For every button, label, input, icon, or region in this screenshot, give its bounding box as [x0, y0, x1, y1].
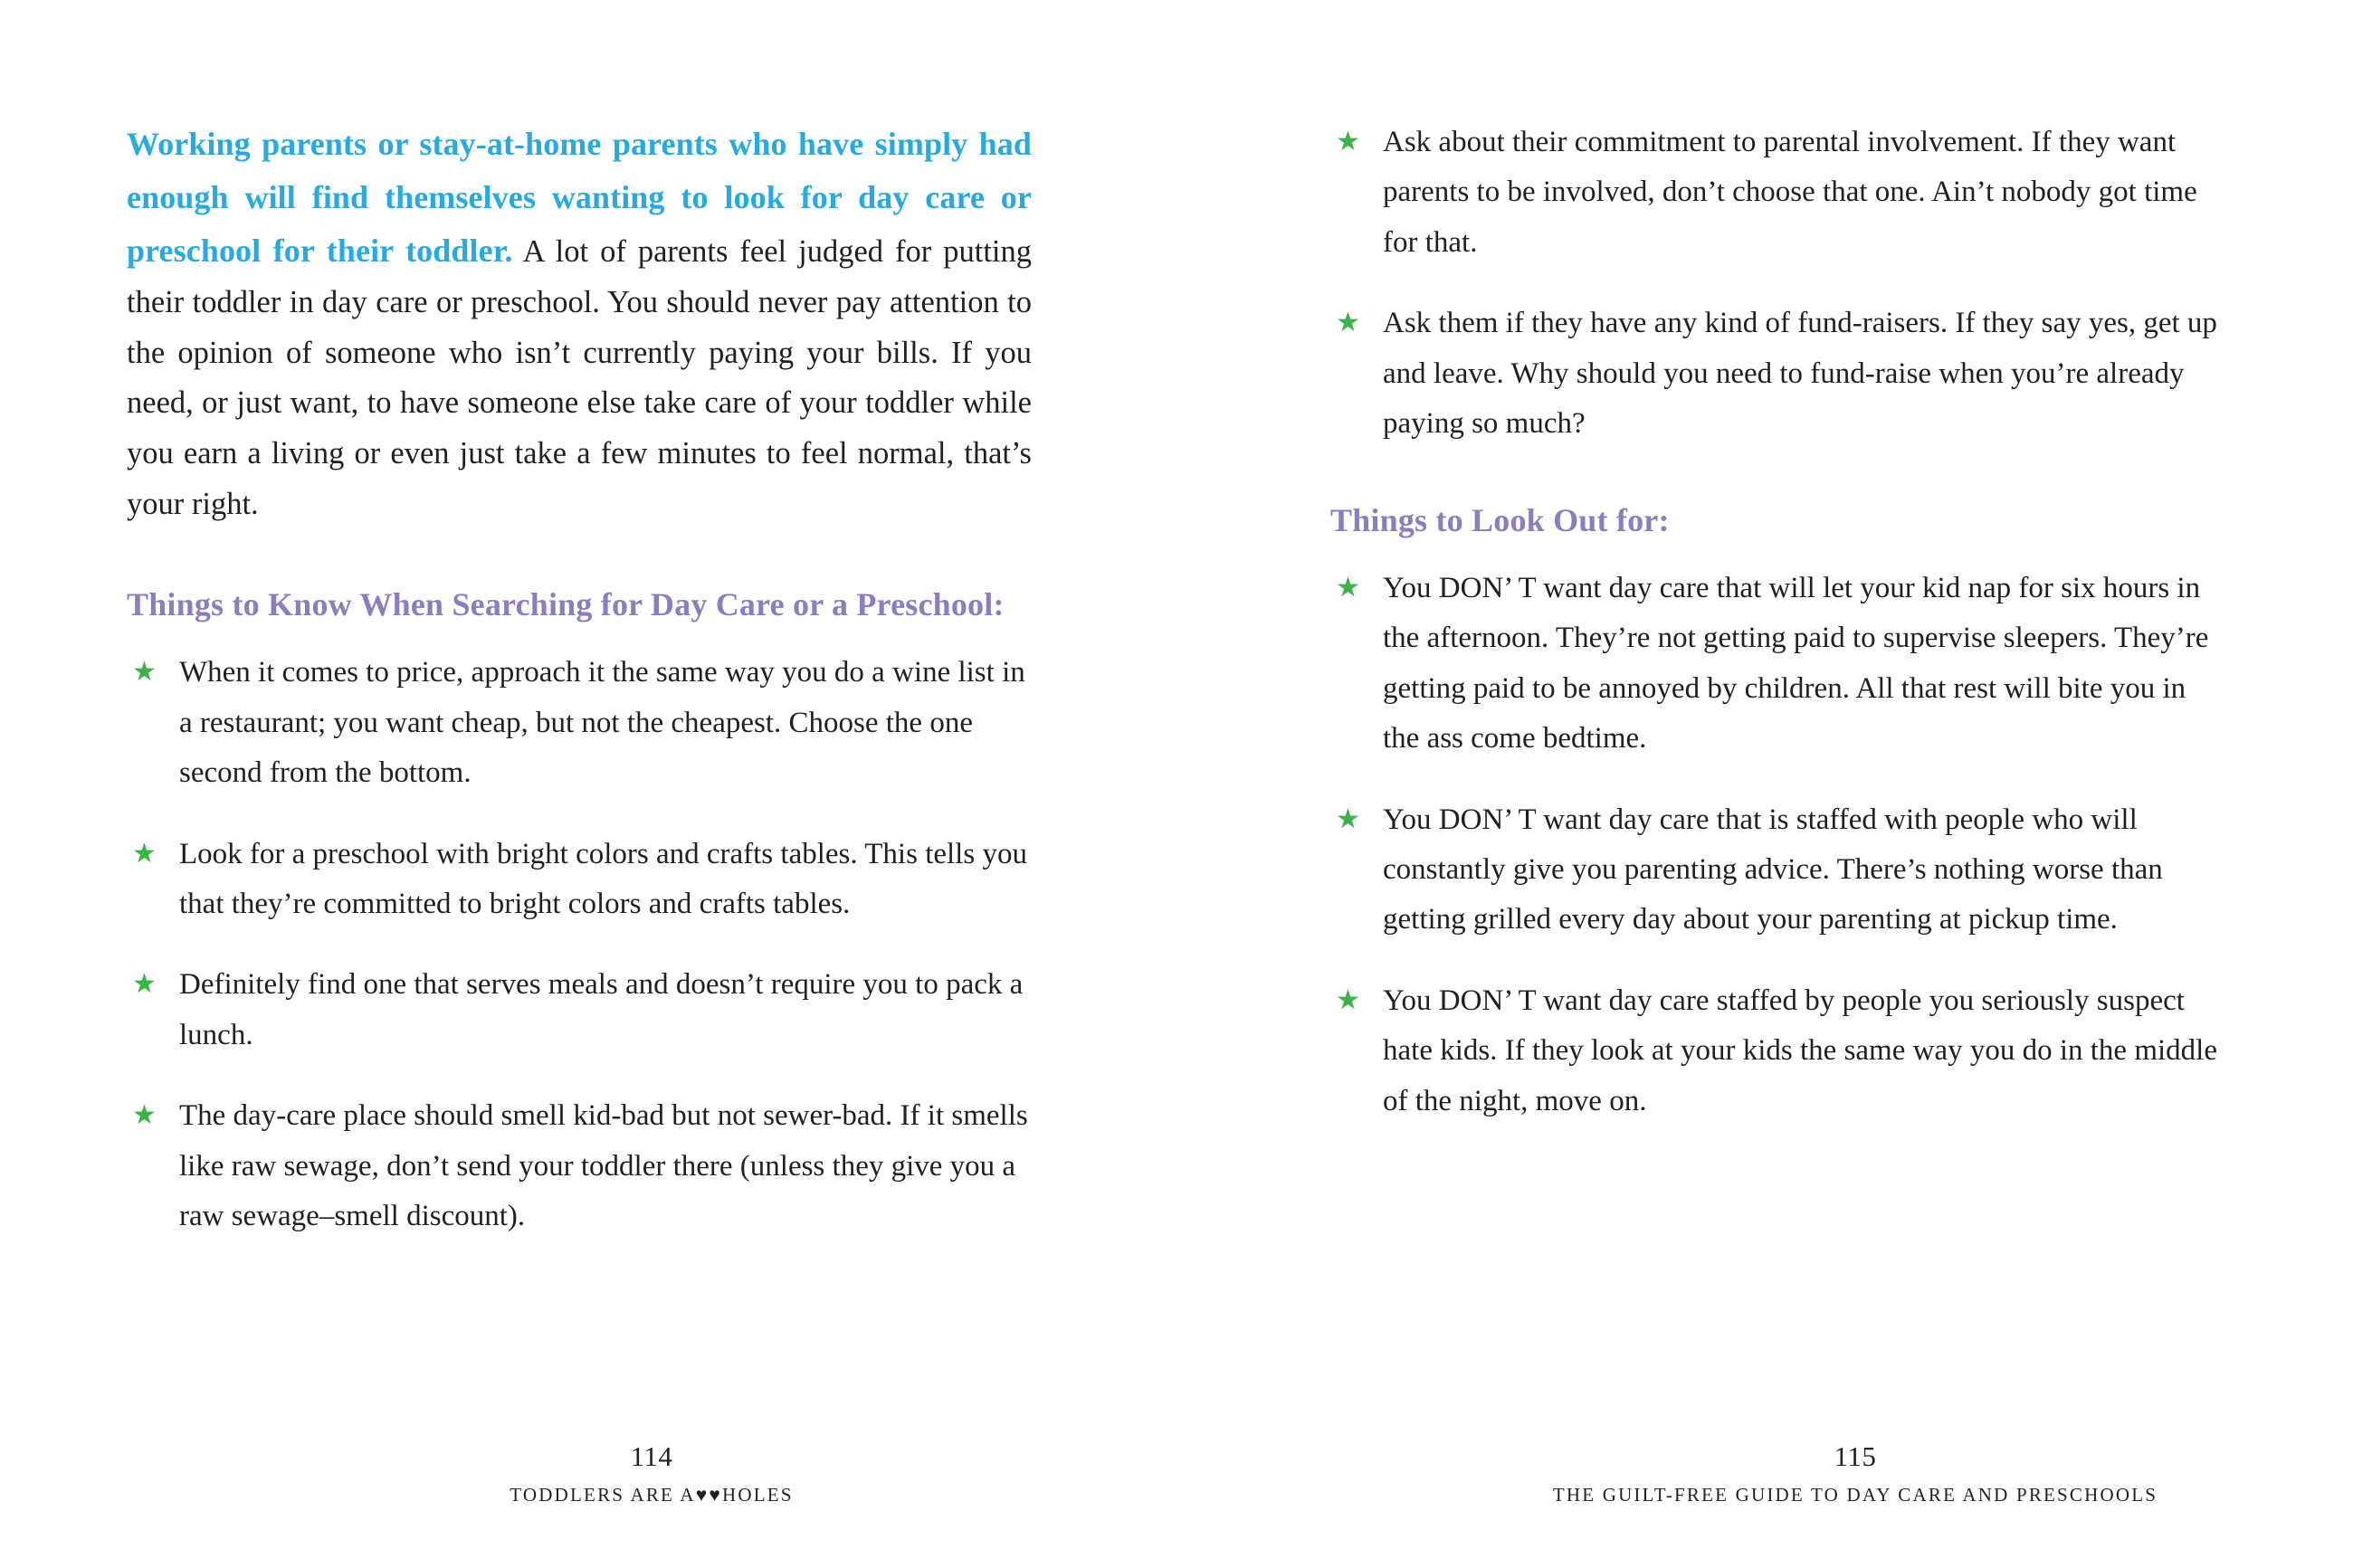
list-item-text: Ask them if they have any kind of fund-raisers. If they say yes, get up and leave. Why should you need to fund-raise when you’re already paying so much?: [1383, 307, 2217, 441]
list-item-text: Definitely find one that serves meals and doesn’t require you to pack a lunch.: [179, 968, 1024, 1051]
list-item-text: The day-care place should smell kid-bad but not sewer-bad. If it smells like raw sewage, don’t send your toddler there (unless they give you a raw sewage–smell discount).: [179, 1099, 1028, 1233]
star-icon: ★: [132, 838, 157, 869]
list-item-text: You DON’ T want day care that will let your kid nap for six hours in the afternoon. They’re not getting paid to supervise sleepers. They’re getting paid to be annoyed by children. All that rest will bite you in the ass come bedtime.: [1383, 571, 2209, 755]
star-icon: ★: [132, 969, 157, 1000]
right-page: [1176, 118, 2226, 1532]
list-item-text: You DON’ T want day care staffed by people you seriously suspect hate kids. If they look at your kids the same way you do in the middle of the night, move on.: [1383, 984, 2217, 1117]
searching-bullet-list: [127, 648, 1032, 1241]
list-item: [1330, 118, 2226, 268]
list-item: [127, 960, 1032, 1060]
star-icon: ★: [1336, 308, 1360, 338]
section-heading-look-out: Things to Look Out for:: [1330, 501, 1670, 538]
list-item: [127, 1091, 1032, 1241]
left-page: [127, 118, 1176, 1532]
list-item-text: Ask about their commitment to parental involvement. If they want parents to be involved, don’t choose that one. Ain’t nobody got time for that.: [1383, 126, 2197, 259]
page-number: 115: [1834, 1440, 1877, 1472]
list-item-text: When it comes to price, approach it the same way you do a wine list in a restaurant; you want cheap, but not the cheapest. Choose the one second from the bottom.: [179, 656, 1025, 790]
star-icon: ★: [1336, 572, 1360, 603]
star-icon: ★: [1336, 803, 1360, 834]
list-item: [1330, 795, 2226, 946]
running-head: THE GUILT-FREE GUIDE TO DAY CARE AND PRESCHOOLS: [1552, 1484, 2158, 1506]
list-item: [127, 830, 1032, 930]
opening-paragraph-text: A lot of parents feel judged for putting their toddler in day care or preschool. You should never pay attention to the opinion of someone who isn’t currently paying your bills. If you need, or just want, to have someone else take care of your toddler while you earn a living or even just take a few minutes to feel normal, that’s your right.: [127, 233, 1032, 522]
left-page-footer: [127, 1440, 1321, 1506]
star-icon: ★: [1336, 984, 1360, 1015]
star-icon: ★: [1336, 127, 1360, 157]
opening-paragraph: [127, 118, 1032, 530]
list-item: [1330, 299, 2226, 449]
look-out-bullet-list: [1330, 564, 2226, 1126]
right-page-footer: [1176, 1440, 2353, 1506]
list-item: [1330, 976, 2226, 1126]
page-number: 114: [630, 1440, 673, 1472]
right-page-body: [1330, 118, 2226, 1126]
running-head: TODDLERS ARE A♥♥HOLES: [510, 1484, 794, 1506]
star-icon: ★: [132, 657, 157, 688]
left-page-body: [127, 118, 1032, 1242]
list-item-text: You DON’ T want day care that is staffed with people who will constantly give you parenting advice. There’s nothing worse than getting grilled every day about your parenting at pickup time.: [1383, 803, 2163, 936]
star-icon: ★: [132, 1100, 157, 1131]
list-item-text: Look for a preschool with bright colors and crafts tables. This tells you that they’re committed to bright colors and crafts tables.: [179, 837, 1027, 920]
list-item: [1330, 564, 2226, 765]
continued-bullet-list: [1330, 118, 2226, 450]
section-heading-searching: Things to Know When Searching for Day Care or a Preschool:: [127, 586, 1005, 622]
list-item: [127, 648, 1032, 798]
lead-in-sentence: Working parents or stay-at-home parents who have simply had enough will find themselves wanting to look for day care or preschool for their toddler.: [127, 126, 1032, 269]
